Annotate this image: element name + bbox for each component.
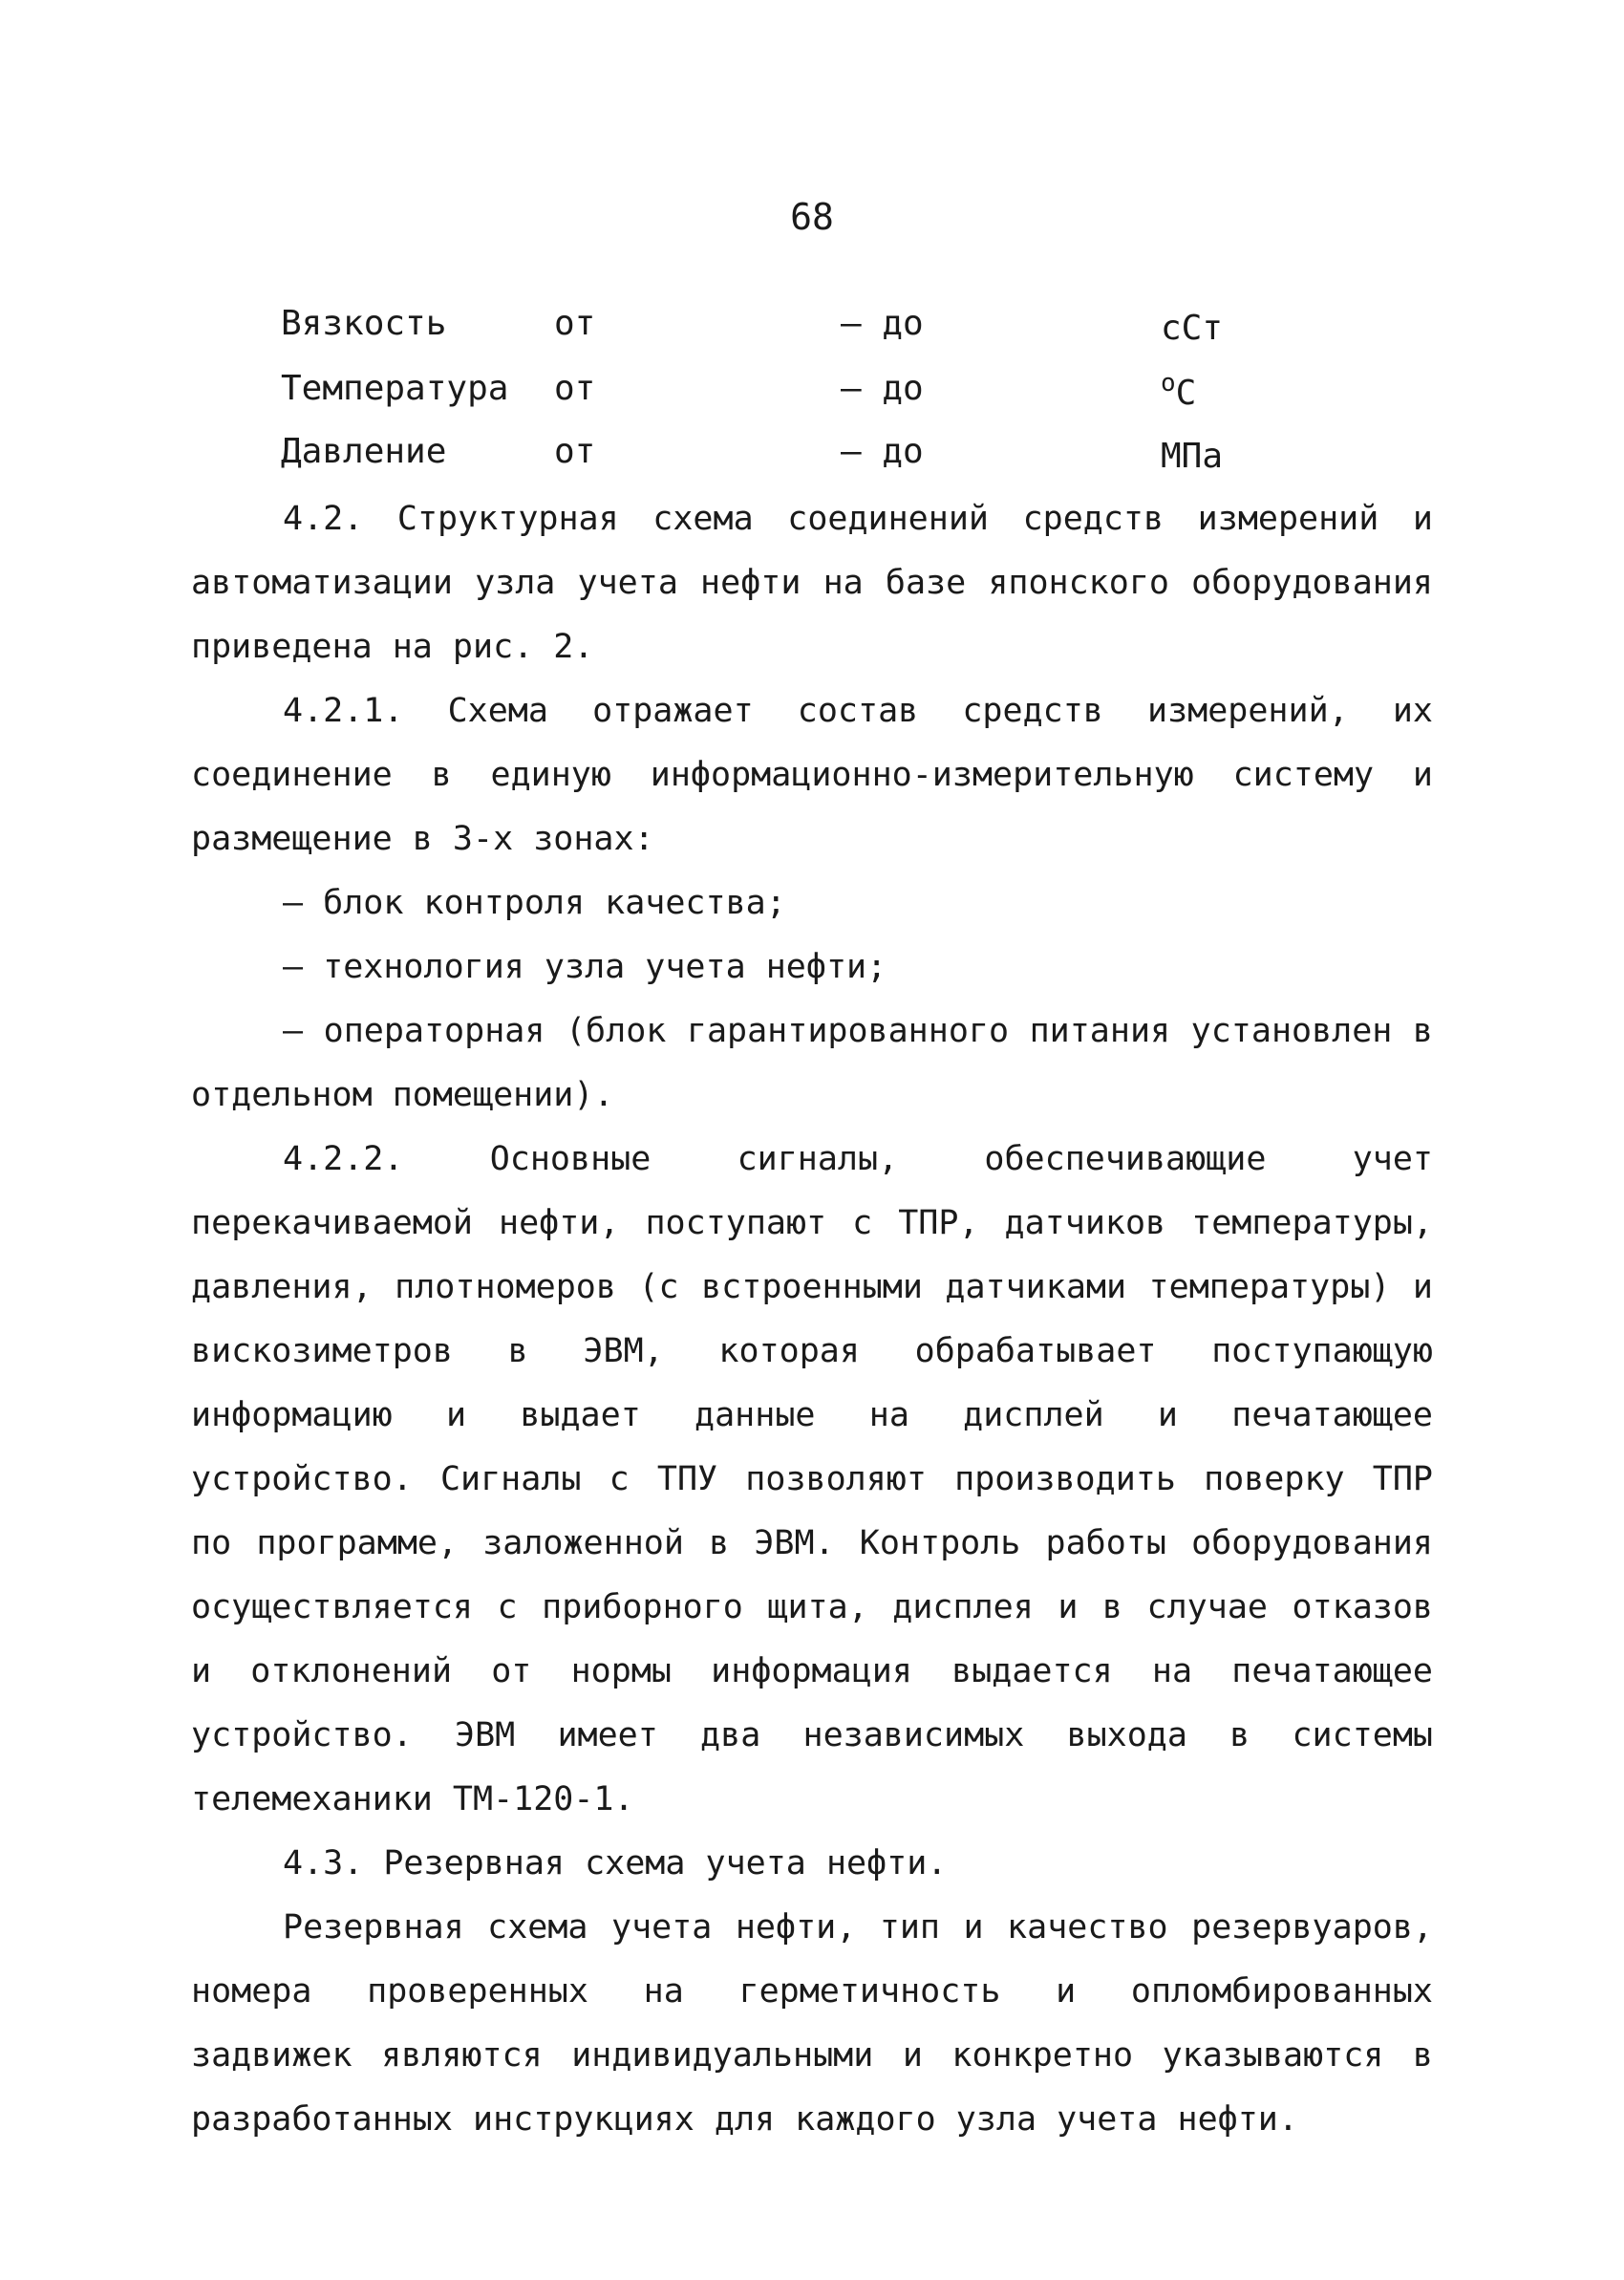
list-item-quality-block: – блок контроля качества; xyxy=(283,884,786,922)
parameter-to: – до xyxy=(841,432,924,471)
document-body xyxy=(191,487,1433,2152)
parameter-unit xyxy=(1161,432,1223,476)
parameter-unit xyxy=(1161,304,1223,348)
parameter-from: от xyxy=(554,369,596,408)
parameter-unit-text: С xyxy=(1175,374,1197,413)
list-item-technology: – технология узла учета нефти; xyxy=(283,948,887,986)
parameter-name: Температура xyxy=(281,369,509,408)
page-number: 68 xyxy=(790,196,834,238)
parameter-from: от xyxy=(554,304,596,343)
paragraph-4-2-1: 4.2.1. Схема отражает состав средств измерений, их соединение в единую информационно-измерительную систему и размещение в 3-х зонах: xyxy=(191,692,1433,858)
parameter-row-viscosity xyxy=(0,304,1624,361)
parameter-unit-text: МПа xyxy=(1161,437,1224,476)
parameter-name: Вязкость xyxy=(281,304,447,343)
parameter-unit-sup: о xyxy=(1161,369,1176,398)
paragraph-4-2: 4.2. Структурная схема соединений средств измерений и автоматизации узла учета нефти на базе японского оборудования приведена на рис. 2. xyxy=(191,500,1433,666)
parameter-row-pressure xyxy=(0,432,1624,489)
parameter-unit-text: сСт xyxy=(1161,309,1224,348)
parameter-to: – до xyxy=(841,369,924,408)
heading-4-3: 4.3. Резервная схема учета нефти. xyxy=(283,1844,948,1882)
parameter-name: Давление xyxy=(281,432,447,471)
parameter-from: от xyxy=(554,432,596,471)
list-item-operator-room: – операторная (блок гарантированного питания установлен в отдельном помещении). xyxy=(191,1012,1433,1114)
parameter-to: – до xyxy=(841,304,924,343)
paragraph-4-2-2: 4.2.2. Основные сигналы, обеспечивающие учет перекачиваемой нефти, поступают с ТПР, датчиков температуры, давления, плотномеров (с встроенными датчиками температуры) и вискозиметров в ЭВМ, которая обрабатывает поступающую информацию и выдает данные на дисплей и печатающее устройство. Сигналы с ТПУ позволяют производить поверку ТПР по программе, заложенной в ЭВМ. Контроль работы оборудования осуществляется с приборного щита, дисплея и в случае отказов и отклонений от нормы информация выдается на печатающее устройство. ЭВМ имеет два независимых выхода в системы телемеханики ТМ-120-1. xyxy=(191,1140,1433,1818)
paragraph-reserve-scheme: Резервная схема учета нефти, тип и качество резервуаров, номера проверенных на герметичность и опломбированных задвижек являются индивидуальными и конкретно указываются в разработанных инструкциях для каждого узла учета нефти. xyxy=(191,1908,1433,2139)
parameter-unit xyxy=(1161,369,1196,413)
parameter-row-temperature xyxy=(0,369,1624,426)
